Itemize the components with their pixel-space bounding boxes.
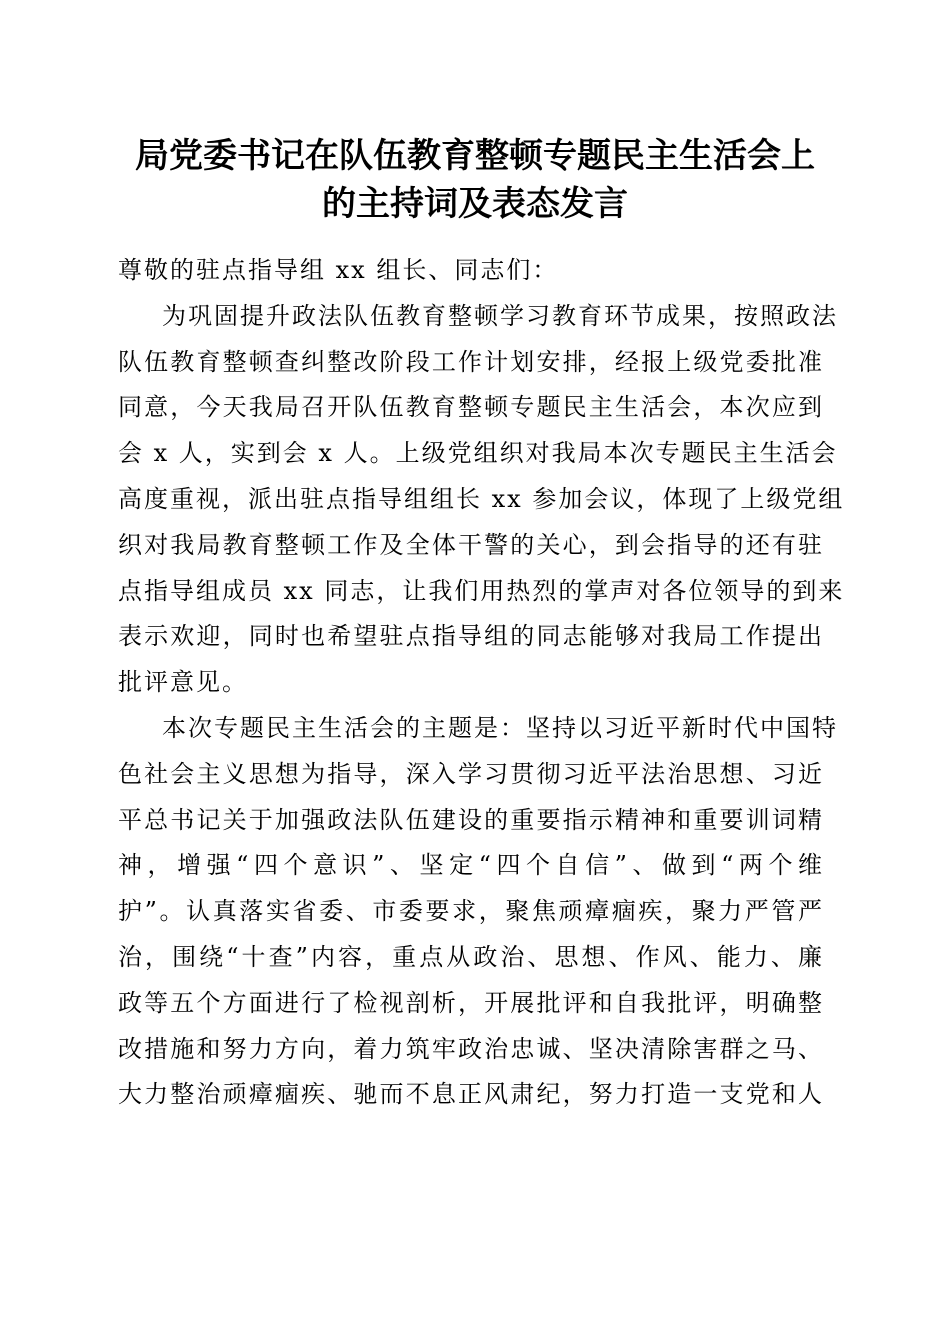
paragraph-line: 表示欢迎，同时也希望驻点指导组的同志能够对我局工作提出	[118, 622, 824, 651]
document-body	[118, 248, 845, 1118]
paragraph-line: 治，围绕“十查”内容，重点从政治、思想、作风、能力、廉	[118, 942, 824, 971]
paragraph-line: 高度重视，派出驻点指导组组长 xx 参加会议，体现了上级党组	[118, 484, 845, 513]
paragraph-line: 大力整治顽瘴痼疾、驰而不息正风肃纪，努力打造一支党和人	[118, 1080, 824, 1109]
paragraph-1	[118, 294, 845, 706]
paragraph-line: 点指导组成员 xx 同志，让我们用热烈的掌声对各位领导的到来	[118, 576, 845, 605]
paragraph-line: 会 x 人，实到会 x 人。上级党组织对我局本次专题民主生活会	[118, 439, 838, 468]
paragraph-line: 为巩固提升政法队伍教育整顿学习教育环节成果，按照政法	[162, 301, 838, 330]
title-line: 的主持词及表态发言	[322, 184, 628, 224]
paragraph-line: 队伍教育整顿查纠整改阶段工作计划安排，经报上级党委批准	[118, 347, 824, 376]
title-line: 局党委书记在队伍教育整顿专题民主生活会上	[135, 136, 815, 176]
paragraph-line: 色社会主义思想为指导，深入学习贯彻习近平法治思想、习近	[118, 759, 824, 788]
salutation: 尊敬的驻点指导组 xx 组长、同志们：	[118, 256, 559, 284]
paragraph-line: 织对我局教育整顿工作及全体干警的关心，到会指导的还有驻	[118, 530, 824, 559]
paragraph-line: 批评意见。	[118, 668, 248, 697]
paragraph-line: 神，增强“四个意识”、坚定“四个自信”、做到“两个维	[118, 851, 824, 880]
paragraph-line: 同意，今天我局召开队伍教育整顿专题民主生活会，本次应到	[118, 393, 824, 422]
document-title	[100, 132, 850, 228]
paragraph-line: 平总书记关于加强政法队伍建设的重要指示精神和重要训词精	[118, 805, 824, 834]
paragraph-line: 改措施和努力方向，着力筑牢政治忠诚、坚决清除害群之马、	[118, 1034, 824, 1063]
paragraph-2	[118, 706, 838, 1118]
paragraph-line: 政等五个方面进行了检视剖析，开展批评和自我批评，明确整	[118, 988, 824, 1017]
paragraph-line: 护”。认真落实省委、市委要求，聚焦顽瘴痼疾，聚力严管严	[118, 897, 824, 926]
paragraph-line: 本次专题民主生活会的主题是：坚持以习近平新时代中国特	[162, 713, 838, 742]
